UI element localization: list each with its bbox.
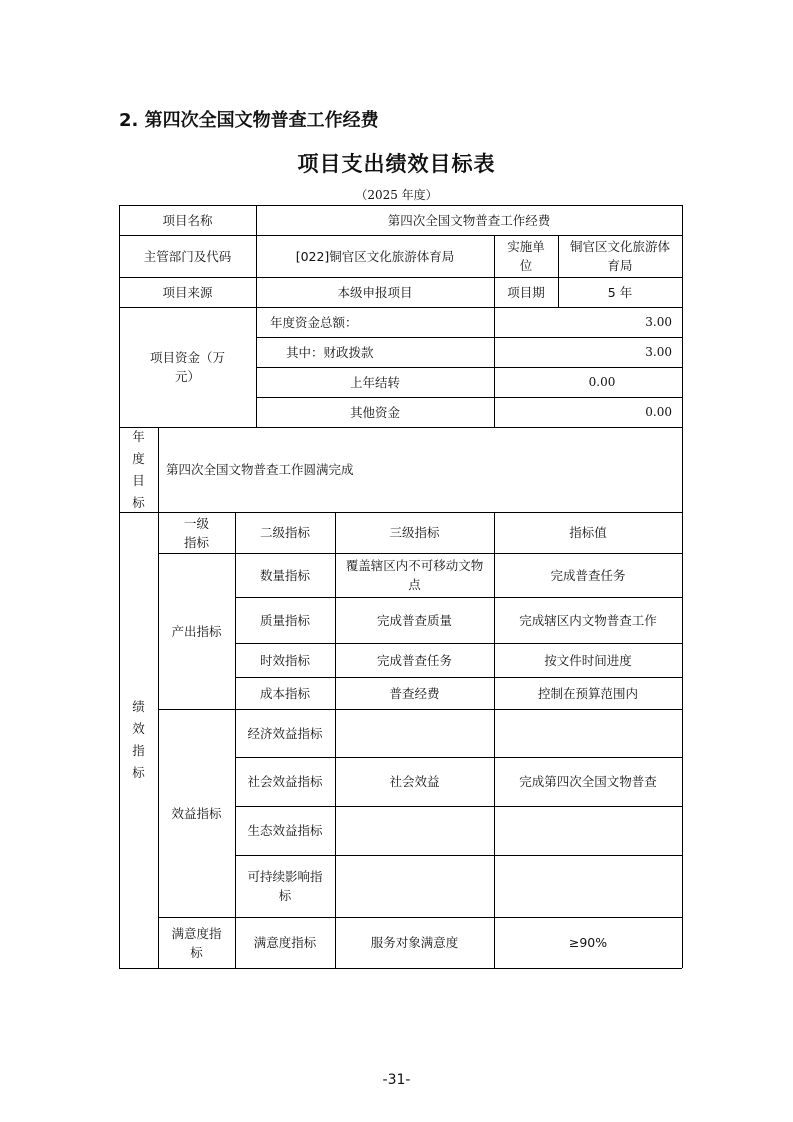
benefit-level2: 生态效益指标 xyxy=(247,823,323,838)
benefit-level3 xyxy=(335,709,494,757)
implementing-unit-value: 铜官区文化旅游体育局 xyxy=(569,239,670,273)
benefit-value xyxy=(494,806,682,855)
benefit-value xyxy=(494,709,682,757)
implementing-unit-label: 实施单位 xyxy=(507,239,545,273)
output-level2: 质量指标 xyxy=(259,612,310,628)
satisfaction-indicator-label: 满意度指标 xyxy=(171,925,222,960)
output-level2: 数量指标 xyxy=(259,567,310,583)
output-level3: 完成普查任务 xyxy=(376,652,452,668)
output-value: 按文件时间进度 xyxy=(544,652,632,668)
header-indicator-value: 指标值 xyxy=(569,525,607,540)
benefit-level2: 经济效益指标 xyxy=(247,725,323,741)
department-label: 主管部门及代码 xyxy=(143,248,232,264)
department-value: [022]铜官区文化旅游体育局 xyxy=(295,248,455,264)
table-title: 项目支出绩效目标表 xyxy=(297,152,496,176)
performance-indicator-label: 绩效指标 xyxy=(132,699,145,780)
fund-fiscal-value: 3.00 xyxy=(645,344,672,359)
satisfaction-value: ≥90% xyxy=(568,935,608,950)
benefit-level2: 可持续影响指标 xyxy=(247,869,323,903)
benefit-level3 xyxy=(335,855,494,917)
table-year: （2025 年度） xyxy=(355,188,438,202)
benefit-level2: 社会效益指标 xyxy=(247,774,323,789)
benefit-indicator-label: 效益指标 xyxy=(171,805,222,821)
output-indicator-label: 产出指标 xyxy=(171,623,222,639)
annual-goal-value: 第四次全国文物普查工作圆满完成 xyxy=(166,462,354,477)
header-level1: 一级指标 xyxy=(183,515,209,550)
output-value: 完成普查任务 xyxy=(550,567,626,583)
output-level3: 普查经费 xyxy=(389,685,440,701)
project-source-value: 本级申报项目 xyxy=(337,284,413,300)
output-value: 控制在预算范围内 xyxy=(537,685,638,701)
header-level3: 三级指标 xyxy=(389,525,440,540)
page-number: -31- xyxy=(382,1072,411,1088)
fund-other-value: 0.00 xyxy=(645,404,672,419)
fund-other-label: 其他资金 xyxy=(349,404,400,420)
annual-goal-label: 年度目标 xyxy=(132,428,145,510)
benefit-level3: 社会效益 xyxy=(389,774,440,789)
project-funds-label: 项目资金（万元） xyxy=(149,350,225,384)
project-period-value: 5 年 xyxy=(607,284,633,300)
benefit-value: 完成第四次全国文物普查 xyxy=(519,774,657,789)
project-name-label: 项目名称 xyxy=(162,212,213,228)
satisfaction-level3: 服务对象满意度 xyxy=(370,935,459,950)
fund-total-label: 年度资金总额： xyxy=(270,314,358,330)
output-level3: 完成普查质量 xyxy=(376,612,452,628)
header-level2: 二级指标 xyxy=(259,525,310,540)
satisfaction-level2: 满意度指标 xyxy=(253,935,317,950)
output-level2: 时效指标 xyxy=(259,652,310,668)
fund-carryover-value: 0.00 xyxy=(588,374,616,389)
project-name-value: 第四次全国文物普查工作经费 xyxy=(387,212,551,228)
fund-carryover-label: 上年结转 xyxy=(349,374,400,390)
project-source-label: 项目来源 xyxy=(162,284,213,300)
section-heading: 2. 第四次全国文物普查工作经费 xyxy=(119,110,379,131)
output-level2: 成本指标 xyxy=(259,685,310,701)
fund-fiscal-label: 其中：财政拨款 xyxy=(286,344,374,360)
fund-total-value: 3.00 xyxy=(645,314,672,329)
benefit-value xyxy=(494,855,682,917)
benefit-level3 xyxy=(335,806,494,855)
output-value: 完成辖区内文物普查工作 xyxy=(519,612,657,628)
project-period-label: 项目期 xyxy=(507,284,545,300)
output-level3: 覆盖辖区内不可移动文物点 xyxy=(345,558,484,592)
